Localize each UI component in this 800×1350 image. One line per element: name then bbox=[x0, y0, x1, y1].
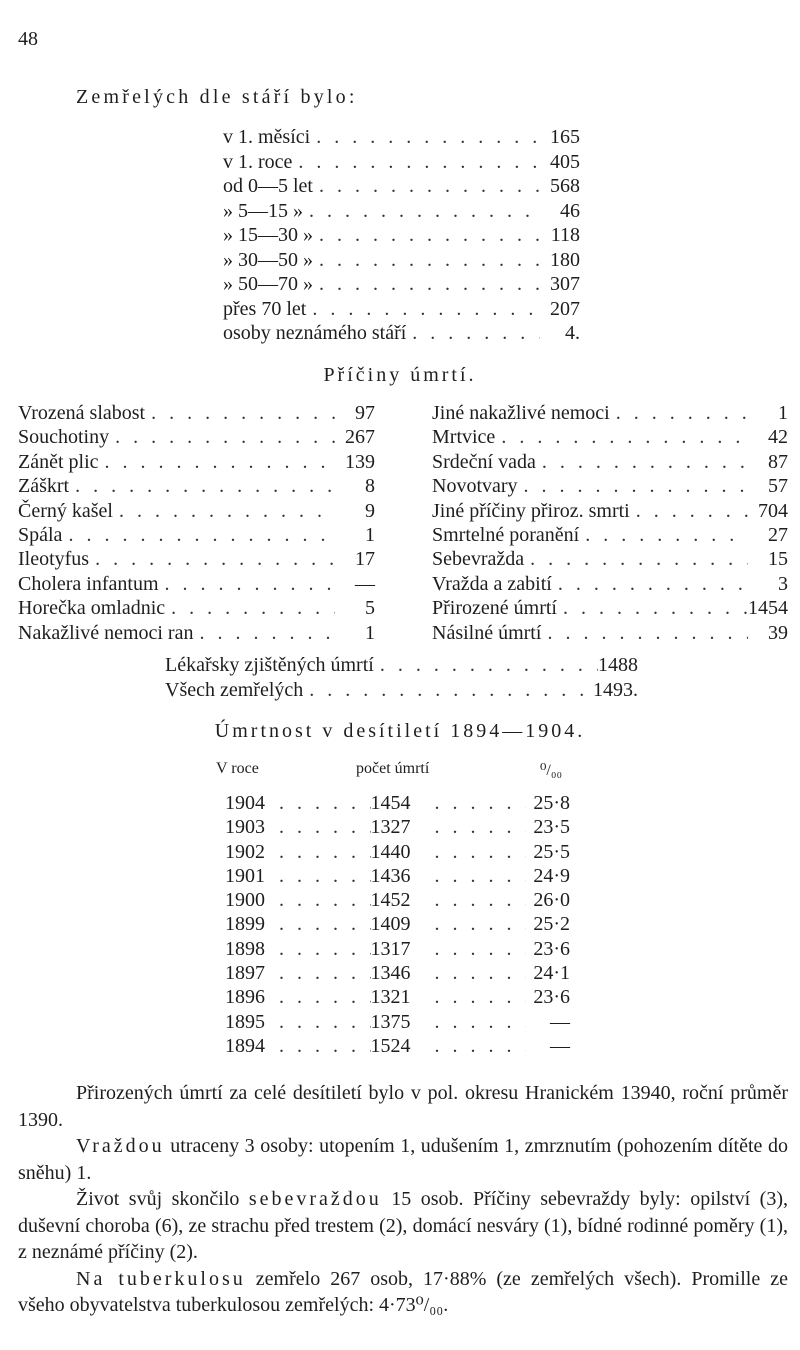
age-row-value: 165 bbox=[550, 126, 580, 148]
age-row-value: 207 bbox=[550, 297, 580, 320]
dot-leader bbox=[431, 1035, 527, 1058]
cause-row-label: Srdeční vada bbox=[432, 450, 536, 473]
cause-row bbox=[432, 573, 788, 597]
column-deaths-header: počet úmrtí bbox=[356, 760, 430, 777]
dot-leader bbox=[303, 679, 593, 702]
column-permille-header: ⁰/₀₀ bbox=[540, 762, 563, 779]
age-row-label: » 50—70 » bbox=[223, 273, 313, 295]
cause-row-label: Jiné příčiny přiroz. smrti bbox=[432, 499, 630, 522]
age-row-label: » 5—15 » bbox=[223, 199, 303, 222]
decade-deaths: 1409 bbox=[370, 913, 411, 936]
cause-row bbox=[432, 622, 788, 646]
cause-row-label: Sebevražda bbox=[432, 548, 525, 571]
cause-row bbox=[432, 548, 788, 572]
dot-leader bbox=[159, 573, 335, 596]
dot-leader bbox=[275, 1035, 371, 1058]
summary-row-value: 1493. bbox=[593, 679, 638, 701]
summary-row bbox=[165, 679, 638, 704]
emphasis-suicide: sebevraždou bbox=[248, 1188, 382, 1210]
dot-leader bbox=[431, 865, 527, 888]
dot-leader bbox=[275, 816, 371, 839]
decade-title: Úmrtnost v desítiletí 1894—1904. bbox=[214, 720, 586, 742]
dot-leader bbox=[313, 175, 540, 198]
cause-row bbox=[432, 500, 788, 524]
cause-row-label: Nakažlivé nemoci ran bbox=[18, 621, 194, 644]
cause-row-label: Ileotyfus bbox=[18, 548, 90, 571]
dot-leader bbox=[275, 962, 371, 985]
decade-permille: 23·5 bbox=[533, 816, 570, 839]
decade-year: 1894 bbox=[225, 1034, 265, 1057]
decade-permille: — bbox=[550, 1034, 570, 1057]
age-row bbox=[223, 273, 580, 298]
dot-leader bbox=[303, 200, 540, 223]
age-row-value: 307 bbox=[550, 273, 580, 295]
dot-leader bbox=[431, 913, 527, 936]
dot-leader bbox=[495, 426, 748, 449]
age-row-value: 46 bbox=[560, 199, 580, 222]
dot-leader bbox=[275, 913, 371, 936]
decade-permille: 23·6 bbox=[533, 986, 570, 1009]
cause-row-value: 1 bbox=[778, 402, 788, 424]
cause-row-label: Záškrt bbox=[18, 475, 70, 498]
decade-deaths: 1452 bbox=[370, 889, 411, 912]
age-row bbox=[223, 298, 580, 323]
cause-row-value: 1 bbox=[365, 523, 375, 546]
age-row-label: osoby neznámého stáří bbox=[223, 322, 407, 344]
dot-leader bbox=[313, 224, 540, 247]
cause-row-value: 8 bbox=[365, 475, 375, 498]
cause-row bbox=[432, 451, 788, 475]
decade-year: 1904 bbox=[225, 792, 265, 814]
decade-deaths: 1454 bbox=[370, 792, 411, 814]
cause-row-value: 267 bbox=[345, 426, 375, 449]
decade-year: 1899 bbox=[225, 913, 265, 936]
dot-leader bbox=[292, 151, 540, 174]
summary-row-label: Všech zemřelých bbox=[165, 679, 304, 701]
cause-row-label: Novotvary bbox=[432, 475, 518, 498]
dot-leader bbox=[552, 573, 748, 596]
dot-leader bbox=[275, 841, 371, 864]
decade-permille: 25·5 bbox=[533, 840, 570, 863]
cause-row-value: — bbox=[355, 572, 375, 595]
dot-leader bbox=[109, 426, 335, 449]
dot-leader bbox=[524, 548, 748, 571]
decade-deaths: 1375 bbox=[370, 1010, 411, 1033]
dot-leader bbox=[310, 126, 540, 149]
cause-row-label: Souchotiny bbox=[18, 426, 110, 449]
emphasis-tuberculosis: Na tuberkulosu bbox=[76, 1267, 246, 1290]
decade-permille: — bbox=[550, 1010, 570, 1033]
cause-row bbox=[18, 475, 375, 499]
column-year-header: V roce bbox=[216, 760, 259, 777]
decade-row bbox=[225, 816, 570, 840]
dot-leader bbox=[406, 322, 540, 345]
dot-leader bbox=[165, 597, 335, 620]
decade-row bbox=[225, 865, 570, 889]
cause-row bbox=[18, 402, 375, 426]
dot-leader bbox=[518, 475, 748, 498]
decade-deaths: 1524 bbox=[370, 1034, 411, 1057]
cause-row-value: 139 bbox=[345, 450, 375, 473]
decade-deaths: 1317 bbox=[370, 937, 411, 960]
summary-row-label: Lékařsky zjištěných úmrtí bbox=[165, 654, 374, 676]
age-row bbox=[223, 151, 580, 176]
dot-leader bbox=[431, 938, 527, 961]
decade-row bbox=[225, 962, 570, 986]
cause-row bbox=[18, 573, 375, 597]
decade-deaths: 1436 bbox=[370, 864, 411, 887]
age-row-value: 4. bbox=[565, 322, 580, 344]
cause-row bbox=[18, 597, 375, 621]
paragraph-tuberculosis bbox=[18, 1266, 788, 1319]
cause-row-label: Vrozená slabost bbox=[18, 402, 146, 424]
age-row-label: od 0—5 let bbox=[223, 175, 313, 197]
dot-leader bbox=[431, 986, 527, 1009]
dot-leader bbox=[275, 986, 371, 1009]
summary-row-value: 1488 bbox=[598, 654, 638, 676]
decade-row bbox=[225, 841, 570, 865]
decade-permille: 25·2 bbox=[533, 913, 570, 936]
dot-leader bbox=[275, 1011, 371, 1034]
cause-row-label: Přirozené úmrtí bbox=[432, 597, 557, 620]
dot-leader bbox=[431, 962, 527, 985]
cause-row-label: Smrtelné poranění bbox=[432, 523, 580, 546]
dot-leader bbox=[374, 654, 598, 677]
age-row bbox=[223, 224, 580, 249]
cause-row-value: 87 bbox=[768, 450, 788, 473]
cause-row-value: 17 bbox=[355, 548, 375, 571]
dot-leader bbox=[431, 792, 527, 815]
cause-row-value: 57 bbox=[768, 475, 788, 498]
dot-leader bbox=[630, 500, 748, 523]
cause-row bbox=[432, 426, 788, 450]
cause-row-value: 97 bbox=[355, 402, 375, 424]
decade-year: 1898 bbox=[225, 937, 265, 960]
cause-row-value: 27 bbox=[768, 523, 788, 546]
age-row bbox=[223, 175, 580, 200]
causes-title: Příčiny úmrtí. bbox=[323, 364, 477, 386]
dot-leader bbox=[610, 402, 748, 425]
cause-row bbox=[432, 402, 788, 426]
decade-row bbox=[225, 986, 570, 1010]
age-row-value: 405 bbox=[550, 150, 580, 173]
age-row-label: » 15—30 » bbox=[223, 224, 313, 246]
decade-row bbox=[225, 913, 570, 937]
cause-row bbox=[18, 548, 375, 572]
cause-row-label: Cholera infantum bbox=[18, 572, 159, 595]
decade-row bbox=[225, 1011, 570, 1035]
decade-row bbox=[225, 938, 570, 962]
paragraph-suicide bbox=[18, 1186, 788, 1266]
dot-leader bbox=[99, 451, 335, 474]
dot-leader bbox=[113, 500, 335, 523]
decade-year: 1897 bbox=[225, 962, 265, 985]
age-row-value: 180 bbox=[550, 248, 580, 271]
cause-row bbox=[432, 597, 788, 621]
age-row-label: v 1. měsíci bbox=[223, 126, 311, 148]
decade-year: 1900 bbox=[225, 889, 265, 912]
cause-row bbox=[432, 524, 788, 548]
decade-permille: 26·0 bbox=[533, 889, 570, 912]
cause-row-label: Horečka omladnic bbox=[18, 597, 166, 620]
cause-row-label: Jiné nakažlivé nemoci bbox=[432, 402, 610, 424]
dot-leader bbox=[536, 451, 748, 474]
cause-row-value: 3 bbox=[778, 572, 788, 595]
dot-leader bbox=[431, 841, 527, 864]
decade-permille: 24·9 bbox=[533, 864, 570, 887]
summary-list bbox=[165, 654, 638, 704]
age-row-label: přes 70 let bbox=[223, 297, 307, 320]
causes-right-column bbox=[432, 402, 788, 646]
cause-row-label: Násilné úmrtí bbox=[432, 621, 542, 644]
paragraph-murder-text: utraceny 3 osoby: utopením 1, udušením 1, zmrznutím (pohozením dítěte do sněhu) 1. bbox=[18, 1135, 788, 1184]
cause-row bbox=[18, 524, 375, 548]
cause-row-value: 15 bbox=[768, 548, 788, 571]
decade-row bbox=[225, 1035, 570, 1059]
cause-row-value: 5 bbox=[365, 597, 375, 620]
summary-row bbox=[165, 654, 638, 679]
dot-leader bbox=[557, 597, 748, 620]
paragraph-tuberculosis-text: zemřelo 267 osob, 17·88% (ze zemřelých všech). Promille ze všeho obyvatelstva tuberkulosou zemřelých: 4·73⁰/₀₀. bbox=[18, 1267, 788, 1316]
dot-leader bbox=[541, 622, 748, 645]
cause-row-label: Černý kašel bbox=[18, 499, 113, 522]
decade-deaths: 1440 bbox=[370, 840, 411, 863]
cause-row-label: Vražda a zabití bbox=[432, 572, 552, 595]
cause-row-value: 1 bbox=[365, 621, 375, 644]
dot-leader bbox=[306, 298, 540, 321]
dot-leader bbox=[313, 273, 540, 296]
decade-row bbox=[225, 889, 570, 913]
paragraph-suicide-intro: Život svůj skončilo bbox=[76, 1188, 249, 1210]
dot-leader bbox=[579, 524, 748, 547]
dot-leader bbox=[69, 475, 335, 498]
age-row-label: v 1. roce bbox=[223, 150, 293, 173]
dot-leader bbox=[275, 792, 371, 815]
cause-row-label: Mrtvice bbox=[432, 426, 496, 449]
cause-row bbox=[18, 500, 375, 524]
dot-leader bbox=[193, 622, 335, 645]
dot-leader bbox=[275, 889, 371, 912]
dot-leader bbox=[431, 816, 527, 839]
paragraph-suicide-text: 15 osob. Příčiny sebevraždy byly: opilství (3), duševní choroba (6), ze strachu před trestem (2), domácí nesváry (1), bídné rodinné poměry (1), z neznámé příčiny (2). bbox=[18, 1188, 788, 1263]
text-paragraphs bbox=[18, 1080, 788, 1319]
dot-leader bbox=[313, 249, 540, 272]
decade-permille: 25·8 bbox=[533, 792, 570, 814]
cause-row bbox=[18, 622, 375, 646]
age-list bbox=[223, 126, 580, 347]
decade-year: 1896 bbox=[225, 986, 265, 1009]
decade-permille: 24·1 bbox=[533, 962, 570, 985]
decade-table bbox=[225, 792, 570, 1059]
decade-year: 1895 bbox=[225, 1010, 265, 1033]
age-row-label: » 30—50 » bbox=[223, 248, 313, 271]
age-row bbox=[223, 322, 580, 347]
paragraph-natural-deaths: Přirozených úmrtí za celé desítiletí bylo v pol. okresu Hranickém 13940, roční průměr 1390. bbox=[18, 1082, 788, 1131]
dot-leader bbox=[431, 1011, 527, 1034]
age-row-value: 568 bbox=[550, 175, 580, 197]
age-row bbox=[223, 249, 580, 274]
cause-row-value: 1454 bbox=[748, 597, 788, 620]
dot-leader bbox=[145, 402, 335, 425]
dot-leader bbox=[275, 938, 371, 961]
decade-year: 1901 bbox=[225, 864, 265, 887]
cause-row bbox=[432, 475, 788, 499]
decade-year: 1903 bbox=[225, 816, 265, 839]
dot-leader bbox=[431, 889, 527, 912]
paragraph-murder bbox=[18, 1133, 788, 1186]
cause-row-value: 42 bbox=[768, 426, 788, 449]
cause-row-value: 704 bbox=[758, 499, 788, 522]
decade-deaths: 1327 bbox=[370, 816, 411, 839]
page-number: 48 bbox=[18, 28, 38, 50]
dot-leader bbox=[275, 865, 371, 888]
dot-leader bbox=[62, 524, 335, 547]
age-heading: Zemřelých dle stáří bylo: bbox=[76, 86, 358, 108]
age-row bbox=[223, 200, 580, 225]
cause-row bbox=[18, 426, 375, 450]
decade-deaths: 1321 bbox=[370, 986, 411, 1009]
age-row bbox=[223, 126, 580, 151]
decade-permille: 23·6 bbox=[533, 937, 570, 960]
cause-row-label: Zánět plic bbox=[18, 450, 99, 473]
cause-row-value: 9 bbox=[365, 499, 375, 522]
decade-row bbox=[225, 792, 570, 816]
emphasis-murder: Vraždou bbox=[76, 1135, 165, 1157]
dot-leader bbox=[89, 548, 335, 571]
decade-year: 1902 bbox=[225, 840, 265, 863]
decade-deaths: 1346 bbox=[370, 962, 411, 985]
cause-row bbox=[18, 451, 375, 475]
age-row-value: 118 bbox=[550, 224, 580, 246]
causes-left-column bbox=[18, 402, 375, 646]
cause-row-label: Spála bbox=[18, 523, 63, 546]
cause-row-value: 39 bbox=[768, 621, 788, 644]
